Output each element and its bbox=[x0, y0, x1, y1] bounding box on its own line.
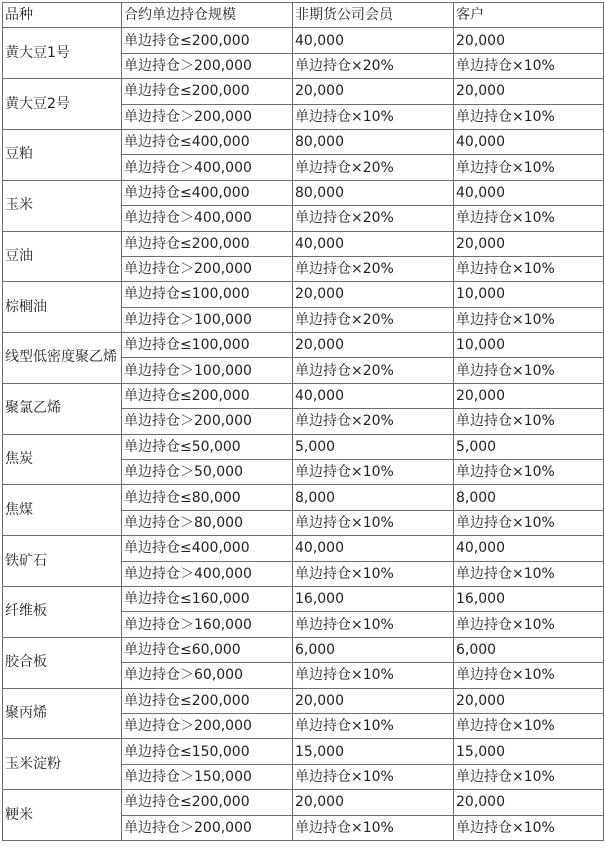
member-limit-cell: 单边持仓×10% bbox=[293, 561, 454, 586]
header-non-futures-member: 非期货公司会员 bbox=[293, 3, 454, 28]
table-row bbox=[3, 536, 604, 561]
client-limit-cell: 单边持仓×10% bbox=[454, 104, 604, 129]
client-limit-cell: 单边持仓×10% bbox=[454, 155, 604, 180]
client-limit-cell: 20,000 bbox=[454, 28, 604, 53]
position-scale-cell: 单边持仓＞200,000 bbox=[122, 104, 293, 129]
position-scale-cell: 单边持仓＞400,000 bbox=[122, 155, 293, 180]
variety-cell: 黄大豆1号 bbox=[3, 28, 122, 79]
position-scale-cell: 单边持仓≤100,000 bbox=[122, 282, 293, 307]
variety-cell: 豆油 bbox=[3, 231, 122, 282]
table-row bbox=[3, 28, 604, 53]
variety-cell: 焦炭 bbox=[3, 434, 122, 485]
position-scale-cell: 单边持仓＞160,000 bbox=[122, 612, 293, 637]
client-limit-cell: 单边持仓×10% bbox=[454, 460, 604, 485]
member-limit-cell: 80,000 bbox=[293, 180, 454, 205]
member-limit-cell: 5,000 bbox=[293, 434, 454, 459]
client-limit-cell: 20,000 bbox=[454, 790, 604, 815]
table-row bbox=[3, 434, 604, 459]
member-limit-cell: 单边持仓×10% bbox=[293, 460, 454, 485]
member-limit-cell: 16,000 bbox=[293, 586, 454, 611]
client-limit-cell: 20,000 bbox=[454, 383, 604, 408]
position-scale-cell: 单边持仓＞100,000 bbox=[122, 307, 293, 332]
member-limit-cell: 单边持仓×20% bbox=[293, 53, 454, 78]
member-limit-cell: 40,000 bbox=[293, 536, 454, 561]
variety-cell: 胶合板 bbox=[3, 637, 122, 688]
member-limit-cell: 40,000 bbox=[293, 28, 454, 53]
client-limit-cell: 40,000 bbox=[454, 536, 604, 561]
variety-cell: 玉米淀粉 bbox=[3, 739, 122, 790]
client-limit-cell: 单边持仓×10% bbox=[454, 53, 604, 78]
member-limit-cell: 80,000 bbox=[293, 129, 454, 154]
position-scale-cell: 单边持仓＞400,000 bbox=[122, 206, 293, 231]
client-limit-cell: 8,000 bbox=[454, 485, 604, 510]
member-limit-cell: 单边持仓×20% bbox=[293, 155, 454, 180]
table-row bbox=[3, 485, 604, 510]
member-limit-cell: 15,000 bbox=[293, 739, 454, 764]
member-limit-cell: 单边持仓×20% bbox=[293, 358, 454, 383]
client-limit-cell: 10,000 bbox=[454, 282, 604, 307]
client-limit-cell: 单边持仓×10% bbox=[454, 663, 604, 688]
header-row bbox=[3, 3, 604, 28]
client-limit-cell: 10,000 bbox=[454, 333, 604, 358]
table-body bbox=[3, 28, 604, 841]
member-limit-cell: 单边持仓×10% bbox=[293, 764, 454, 789]
position-scale-cell: 单边持仓≤200,000 bbox=[122, 231, 293, 256]
client-limit-cell: 单边持仓×10% bbox=[454, 612, 604, 637]
header-position-scale: 合约单边持仓规模 bbox=[122, 3, 293, 28]
variety-cell: 聚氯乙烯 bbox=[3, 383, 122, 434]
position-scale-cell: 单边持仓≤60,000 bbox=[122, 637, 293, 662]
header-client: 客户 bbox=[454, 3, 604, 28]
position-scale-cell: 单边持仓≤100,000 bbox=[122, 333, 293, 358]
member-limit-cell: 20,000 bbox=[293, 688, 454, 713]
variety-cell: 棕榈油 bbox=[3, 282, 122, 333]
position-scale-cell: 单边持仓＞150,000 bbox=[122, 764, 293, 789]
variety-cell: 玉米 bbox=[3, 180, 122, 231]
client-limit-cell: 单边持仓×10% bbox=[454, 764, 604, 789]
table-row bbox=[3, 129, 604, 154]
position-scale-cell: 单边持仓≤400,000 bbox=[122, 536, 293, 561]
position-scale-cell: 单边持仓≤200,000 bbox=[122, 790, 293, 815]
table-row bbox=[3, 739, 604, 764]
position-scale-cell: 单边持仓≤400,000 bbox=[122, 180, 293, 205]
member-limit-cell: 单边持仓×10% bbox=[293, 612, 454, 637]
member-limit-cell: 单边持仓×10% bbox=[293, 815, 454, 840]
header-variety: 品种 bbox=[3, 3, 122, 28]
member-limit-cell: 单边持仓×20% bbox=[293, 307, 454, 332]
member-limit-cell: 6,000 bbox=[293, 637, 454, 662]
position-scale-cell: 单边持仓≤200,000 bbox=[122, 28, 293, 53]
client-limit-cell: 单边持仓×10% bbox=[454, 561, 604, 586]
variety-cell: 铁矿石 bbox=[3, 536, 122, 587]
client-limit-cell: 单边持仓×10% bbox=[454, 358, 604, 383]
position-scale-cell: 单边持仓＞200,000 bbox=[122, 256, 293, 281]
client-limit-cell: 单边持仓×10% bbox=[454, 815, 604, 840]
member-limit-cell: 20,000 bbox=[293, 79, 454, 104]
member-limit-cell: 单边持仓×20% bbox=[293, 206, 454, 231]
client-limit-cell: 20,000 bbox=[454, 231, 604, 256]
position-scale-cell: 单边持仓＞80,000 bbox=[122, 510, 293, 535]
member-limit-cell: 20,000 bbox=[293, 282, 454, 307]
variety-cell: 焦煤 bbox=[3, 485, 122, 536]
client-limit-cell: 20,000 bbox=[454, 79, 604, 104]
position-scale-cell: 单边持仓＞60,000 bbox=[122, 663, 293, 688]
position-scale-cell: 单边持仓≤200,000 bbox=[122, 688, 293, 713]
client-limit-cell: 单边持仓×10% bbox=[454, 713, 604, 738]
table-row bbox=[3, 383, 604, 408]
client-limit-cell: 5,000 bbox=[454, 434, 604, 459]
position-scale-cell: 单边持仓≤50,000 bbox=[122, 434, 293, 459]
client-limit-cell: 40,000 bbox=[454, 180, 604, 205]
table-row bbox=[3, 333, 604, 358]
client-limit-cell: 单边持仓×10% bbox=[454, 256, 604, 281]
variety-cell: 线型低密度聚乙烯 bbox=[3, 333, 122, 384]
client-limit-cell: 单边持仓×10% bbox=[454, 510, 604, 535]
table-row bbox=[3, 79, 604, 104]
table-row bbox=[3, 586, 604, 611]
variety-cell: 豆粕 bbox=[3, 129, 122, 180]
member-limit-cell: 40,000 bbox=[293, 383, 454, 408]
table-row bbox=[3, 180, 604, 205]
table-row bbox=[3, 231, 604, 256]
member-limit-cell: 单边持仓×10% bbox=[293, 104, 454, 129]
position-scale-cell: 单边持仓＞200,000 bbox=[122, 713, 293, 738]
position-scale-cell: 单边持仓≤80,000 bbox=[122, 485, 293, 510]
member-limit-cell: 单边持仓×10% bbox=[293, 663, 454, 688]
position-scale-cell: 单边持仓≤160,000 bbox=[122, 586, 293, 611]
table-row bbox=[3, 688, 604, 713]
member-limit-cell: 单边持仓×10% bbox=[293, 713, 454, 738]
table-row bbox=[3, 790, 604, 815]
position-scale-cell: 单边持仓＞200,000 bbox=[122, 53, 293, 78]
member-limit-cell: 20,000 bbox=[293, 333, 454, 358]
position-scale-cell: 单边持仓＞200,000 bbox=[122, 815, 293, 840]
member-limit-cell: 8,000 bbox=[293, 485, 454, 510]
member-limit-cell: 单边持仓×20% bbox=[293, 409, 454, 434]
position-limit-table bbox=[2, 2, 604, 841]
client-limit-cell: 单边持仓×10% bbox=[454, 409, 604, 434]
member-limit-cell: 单边持仓×10% bbox=[293, 510, 454, 535]
member-limit-cell: 40,000 bbox=[293, 231, 454, 256]
client-limit-cell: 15,000 bbox=[454, 739, 604, 764]
table-header bbox=[3, 3, 604, 28]
position-scale-cell: 单边持仓＞400,000 bbox=[122, 561, 293, 586]
position-scale-cell: 单边持仓＞50,000 bbox=[122, 460, 293, 485]
member-limit-cell: 单边持仓×20% bbox=[293, 256, 454, 281]
variety-cell: 纤维板 bbox=[3, 586, 122, 637]
position-scale-cell: 单边持仓≤150,000 bbox=[122, 739, 293, 764]
client-limit-cell: 单边持仓×10% bbox=[454, 206, 604, 231]
client-limit-cell: 16,000 bbox=[454, 586, 604, 611]
member-limit-cell: 20,000 bbox=[293, 790, 454, 815]
client-limit-cell: 20,000 bbox=[454, 688, 604, 713]
position-scale-cell: 单边持仓≤200,000 bbox=[122, 79, 293, 104]
client-limit-cell: 40,000 bbox=[454, 129, 604, 154]
variety-cell: 黄大豆2号 bbox=[3, 79, 122, 130]
position-scale-cell: 单边持仓≤200,000 bbox=[122, 383, 293, 408]
variety-cell: 聚丙烯 bbox=[3, 688, 122, 739]
client-limit-cell: 单边持仓×10% bbox=[454, 307, 604, 332]
position-scale-cell: 单边持仓≤400,000 bbox=[122, 129, 293, 154]
table-row bbox=[3, 282, 604, 307]
position-scale-cell: 单边持仓＞100,000 bbox=[122, 358, 293, 383]
client-limit-cell: 6,000 bbox=[454, 637, 604, 662]
table-row bbox=[3, 637, 604, 662]
variety-cell: 粳米 bbox=[3, 790, 122, 841]
position-scale-cell: 单边持仓＞200,000 bbox=[122, 409, 293, 434]
